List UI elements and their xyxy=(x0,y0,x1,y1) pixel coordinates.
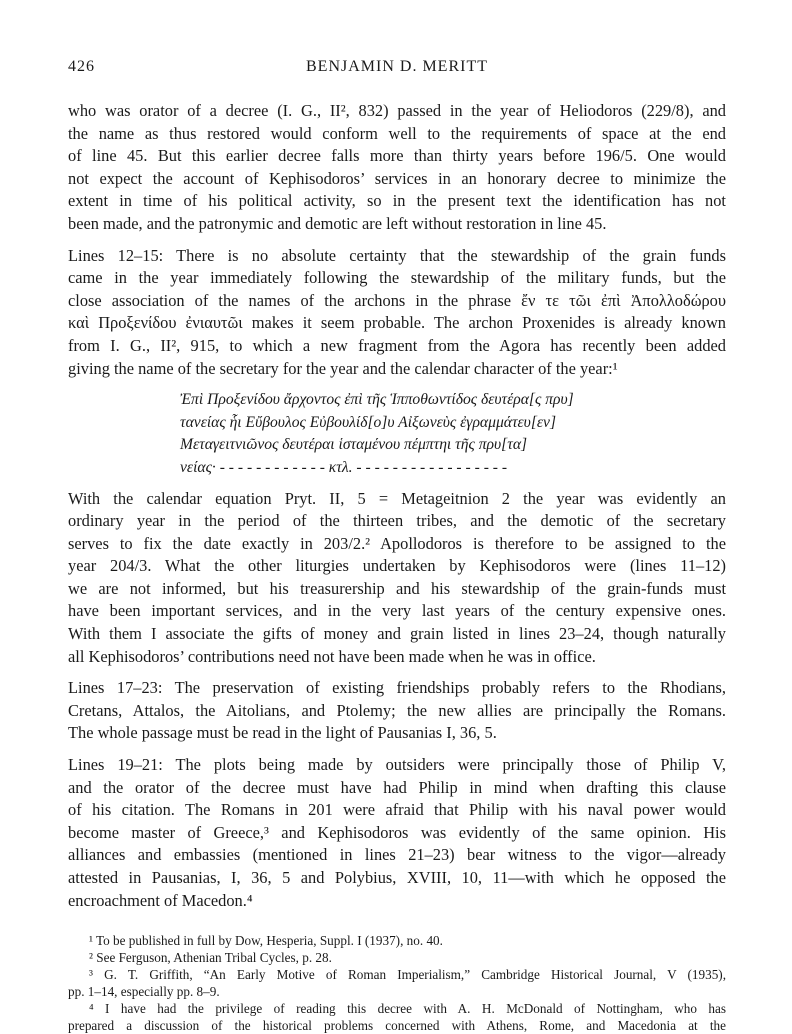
paragraph xyxy=(68,754,726,912)
text-line: alliances and embassies (mentioned in lines 21–23) bear witness to the vigor—already xyxy=(68,845,726,865)
text-line: not expect the account of Kephisodoros’ services in an honorary decree to minimize the xyxy=(68,168,726,188)
page xyxy=(68,58,726,1034)
running-header xyxy=(68,58,726,82)
text-line: Cretans, Attalos, the Aitolians, and Ptolemy; the new allies are principally the Romans. xyxy=(68,700,726,720)
text-line: Lines 12–15: There is no absolute certainty that the stewardship of the grain funds xyxy=(68,245,726,265)
text-line: of his citation. The Romans in 201 were afraid that Philip with his naval power would xyxy=(68,800,726,820)
paragraph xyxy=(68,677,726,745)
body-text xyxy=(68,100,726,912)
paragraph xyxy=(68,100,726,236)
text-line: ordinary year in the period of the thirteen tribes, and the demotic of the secretary xyxy=(68,511,726,531)
text-line: With them I associate the gifts of money and grain listed in lines 23–24, though naturally xyxy=(68,624,726,644)
text-line: the name as thus restored would conform well to the requirements of space at the end xyxy=(68,123,726,143)
text-line: attested in Pausanias, I, 36, 5 and Polybius, XVIII, 10, 11—with which he opposed the xyxy=(68,868,726,887)
text-line: all Kephisodoros’ contributions need not have been made when he was in office. xyxy=(68,646,596,666)
text-line: encroachment of Macedon.⁴ xyxy=(68,890,253,910)
text-line: καὶ Προξενίδου ἐνιαυτῶι makes it seem probable. The archon Proxenides is already known xyxy=(68,313,726,333)
text-line: The whole passage must be read in the light of Pausanias I, 36, 5. xyxy=(68,723,497,743)
footnote: ³ G. T. Griffith, “An Early Motive of Roman Imperialism,” Cambridge Historical Journal, V (1935), xyxy=(89,967,726,983)
text-line: of line 45. But this earlier decree falls more than thirty years before 196/5. One would xyxy=(68,146,726,166)
text-line: been made, and the patronymic and demotic are left without restoration in line 45. xyxy=(68,213,607,233)
text-line: With the calendar equation Pryt. II, 5 = Metageitnion 2 the year was evidently an xyxy=(68,488,726,508)
text-line: we are not informed, but his treasurership and his stewardship of the grain-funds must xyxy=(68,578,726,598)
text-line: and the orator of the decree must have had Philip in mind when drafting this clause xyxy=(68,777,726,797)
text-line: giving the name of the secretary for the year and the calendar character of the year:¹ xyxy=(68,358,618,378)
footnote: ² See Ferguson, Athenian Tribal Cycles, p. 28. xyxy=(89,950,332,966)
footnote: ⁴ I have had the privilege of reading this decree with A. H. McDonald of Nottingham, who has xyxy=(89,1001,726,1017)
text-line: close association of the names of the archons in the phrase ἔν τε τῶι ἐπὶ Ἀπολλοδώρου xyxy=(68,290,726,310)
text-line: from I. G., II², 915, to which a new fragment from the Agora has recently been added xyxy=(68,335,726,355)
footnote-continuation: pp. 1–14, especially pp. 8–9. xyxy=(68,984,220,1000)
text-line: Lines 19–21: The plots being made by outsiders were principally those of Philip V, xyxy=(68,755,726,775)
greek-line: Μεταγειτνιῶνος δευτέραι ἱσταμένου πέμπτηι τῆς πρυ[τα] xyxy=(180,436,528,454)
text-line: who was orator of a decree (I. G., II², 832) passed in the year of Heliodoros (229/8), and xyxy=(68,101,726,120)
text-line: came in the year immediately following the stewardship of the military funds, but the xyxy=(68,268,726,288)
running-title: BENJAMIN D. MERITT xyxy=(306,58,488,75)
page-number: 426 xyxy=(68,58,95,75)
greek-line: νείας· - - - - - - - - - - - - κτλ. - - - - - - - - - - - - - - - - - xyxy=(180,458,508,476)
footnotes xyxy=(68,932,726,1034)
text-line: serves to fix the date exactly in 203/2.² Apollodoros is therefore to be assigned to the xyxy=(68,533,726,553)
text-line: extent in time of his political activity, so in the present text the identification has not xyxy=(68,191,726,211)
paragraph xyxy=(68,488,726,669)
text-line: become master of Greece,³ and Kephisodoros was evidently of the same opinion. His xyxy=(68,822,726,842)
greek-inscription-quote xyxy=(68,389,726,479)
footnote: ¹ To be published in full by Dow, Hesperia, Suppl. I (1937), no. 40. xyxy=(89,933,443,949)
text-line: year 204/3. What the other liturgies undertaken by Kephisodoros were (lines 11–12) xyxy=(68,556,726,576)
text-line: have been important services, and in the very last years of the century expensive ones. xyxy=(68,601,726,621)
text-line: Lines 17–23: The preservation of existing friendships probably refers to the Rhodians, xyxy=(68,678,726,698)
footnote-continuation: prepared a discussion of the historical problems concerned with Athens, Rome, and Macedonia at the xyxy=(68,1018,726,1034)
paragraph xyxy=(68,245,726,381)
greek-line: Ἐπὶ Προξενίδου ἄρχοντος ἐπὶ τῆς Ἱπποθωντίδος δευτέρα[ς πρυ] xyxy=(180,391,574,409)
greek-line: τανείας ἧι Εὔβουλος Εὐβουλίδ[ο]υ Αἰξωνεὺς ἐγραμμάτευ[εν] xyxy=(180,413,557,431)
